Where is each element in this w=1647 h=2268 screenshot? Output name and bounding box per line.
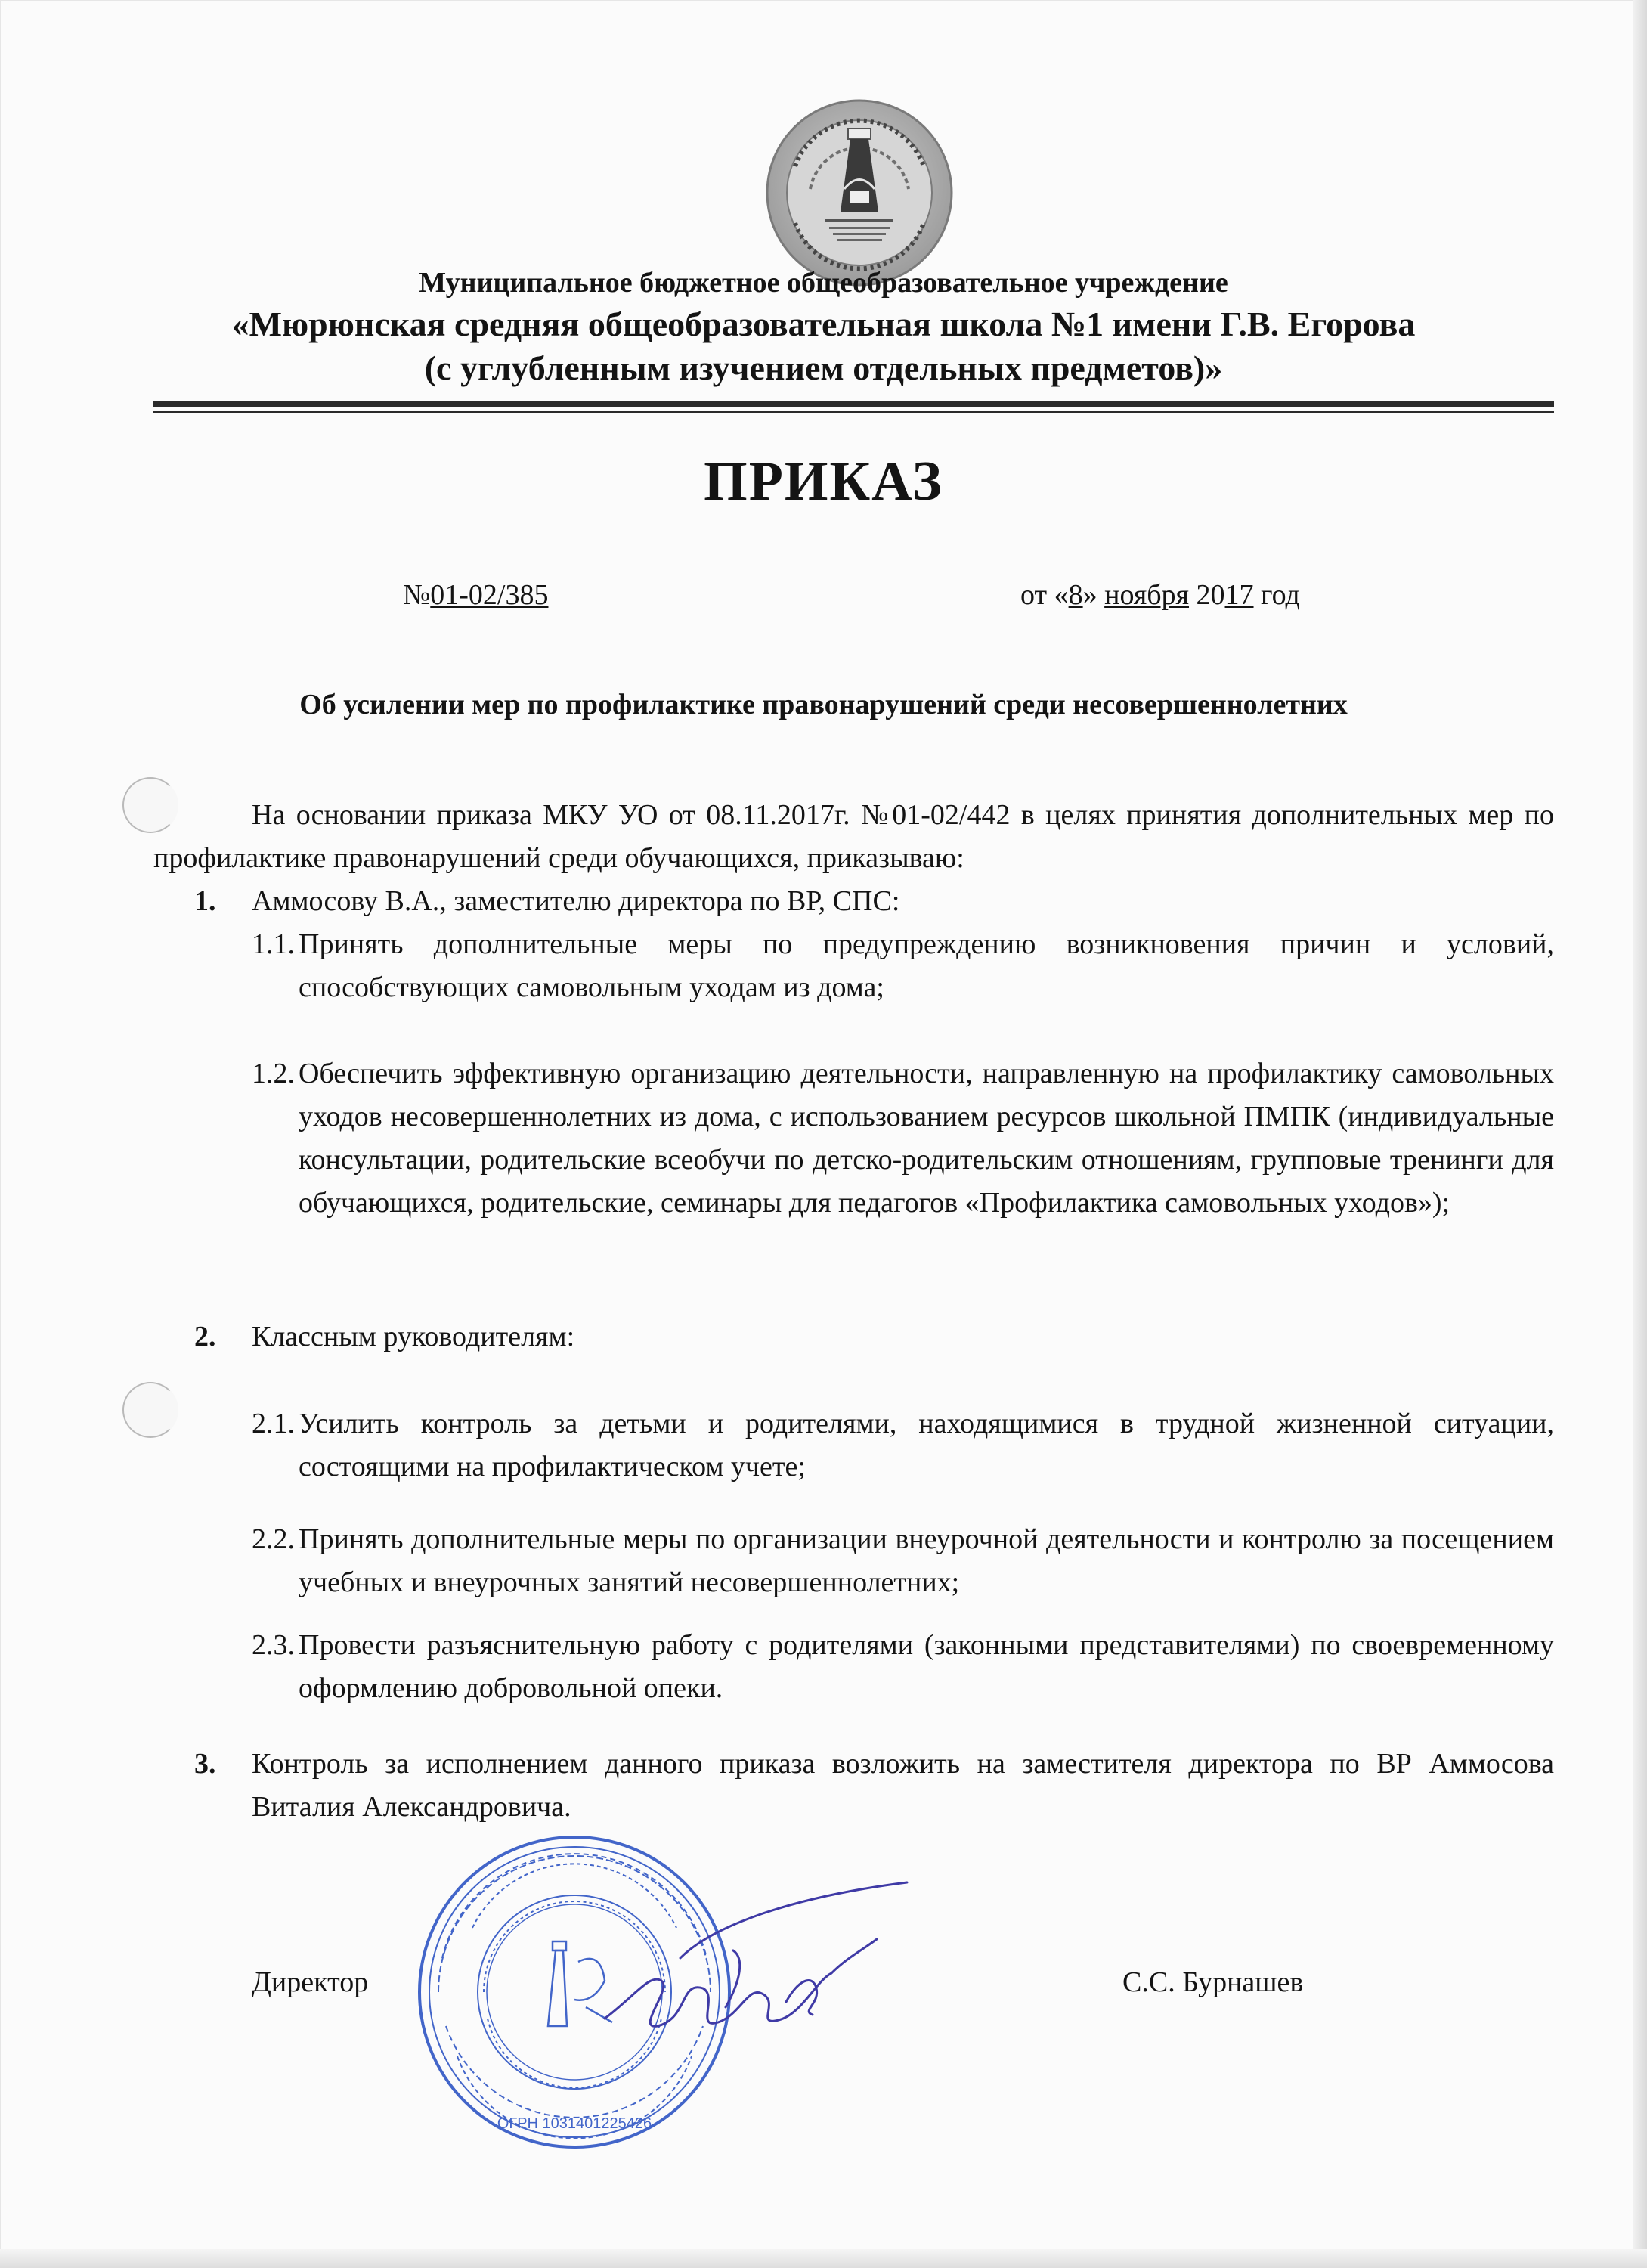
- stamp-ogrn: ОГРН 1031401225426: [497, 2115, 652, 2132]
- order-date-day: 8: [1068, 579, 1083, 611]
- signer-name: С.С. Бурнашев: [1122, 1966, 1304, 1998]
- subitem-number: 2.2.: [252, 1523, 295, 1555]
- order-date: [1020, 578, 1300, 612]
- item-number: 3.: [194, 1748, 216, 1780]
- subitem-text: [299, 1402, 1554, 1489]
- order-number-value: 01-02/385: [430, 579, 549, 611]
- subitem-text-body: Принять дополнительные меры по организации внеурочной деятельности и контролю за посещением учебных и внеурочных занятий несовершеннолетних;: [299, 1523, 1554, 1598]
- order-date-month: ноября: [1104, 579, 1190, 611]
- order-date-suffix: год: [1253, 579, 1300, 611]
- signer-position: Директор: [252, 1966, 369, 1998]
- order-number: [403, 578, 548, 612]
- header-rule-thick: [153, 401, 1554, 407]
- order-number-prefix: №: [403, 579, 431, 611]
- item-number: 1.: [194, 885, 216, 917]
- item-text: Аммосову В.А., заместителю директора по ВР, СПС:: [252, 885, 900, 917]
- organization-type: Муниципальное бюджетное общеобразовательное учреждение: [419, 267, 1228, 299]
- subitem-text-body: Принять дополнительные меры по предупреждению возникновения причин и условий, способствующих самовольным уходам из дома;: [299, 928, 1554, 1003]
- item-text: Контроль за исполнением данного приказа возложить на заместителя директора по ВР Аммосова Виталия Александровича.: [252, 1748, 1554, 1823]
- subitem-number: 1.2.: [252, 1058, 295, 1089]
- order-date-year-a: 20: [1189, 579, 1225, 611]
- scan-bottom-edge: [0, 2249, 1647, 2268]
- subitem-text: [299, 1518, 1554, 1604]
- document-title: ПРИКАЗ: [704, 451, 943, 513]
- item-text: Классным руководителям:: [252, 1321, 575, 1352]
- order-date-prefix: от «: [1020, 579, 1069, 611]
- subitem-number: 2.1.: [252, 1408, 295, 1439]
- subitem-text-body: Провести разъяснительную работу с родителями (законными представителями) по своевременному оформлению добровольной опеки.: [299, 1629, 1554, 1704]
- subitem-text-body: Обеспечить эффективную организацию деятельности, направленную на профилактику самовольных уходов несовершеннолетних из дома, с использованием ресурсов школьной ПМПК (индивидуальные консультации, родительские всеобучи по детско-родительским отношениям, групповые тренинги для обучающихся, родительские, семинары для педагогов «Профилактика самовольных уходов»);: [299, 1058, 1554, 1219]
- subitem-number: 1.1.: [252, 928, 295, 960]
- item-number: 2.: [194, 1321, 216, 1352]
- organization-name-suffix: (с углубленным изучением отдельных предметов)»: [424, 349, 1223, 387]
- subitem-text: [299, 923, 1554, 1009]
- order-subject: Об усилении мер по профилактике правонарушений среди несовершеннолетних: [299, 689, 1348, 720]
- subitem-text: [299, 1624, 1554, 1710]
- header-rule-thin: [153, 411, 1554, 413]
- organization-name: «Мюрюнская средняя общеобразовательная школа №1 имени Г.В. Егорова: [231, 305, 1416, 343]
- punch-hole: [122, 1382, 178, 1438]
- intro-paragraph: На основании приказа МКУ УО от 08.11.2017г. №01-02/442 в целях принятия дополнительных мер по профилактике правонарушений среди обучающихся, приказываю:: [153, 799, 1554, 874]
- order-date-mid: »: [1082, 579, 1105, 611]
- school-emblem-icon: [765, 98, 954, 287]
- subitem-text-body: Усилить контроль за детьми и родителями, находящимися в трудной жизненной ситуации, состоящими на профилактическом учете;: [299, 1408, 1554, 1483]
- order-date-year-b: 17: [1224, 579, 1254, 611]
- subitem-number: 2.3.: [252, 1629, 295, 1661]
- handwritten-signature-icon: [590, 1867, 937, 2064]
- subitem-text: [299, 1052, 1554, 1225]
